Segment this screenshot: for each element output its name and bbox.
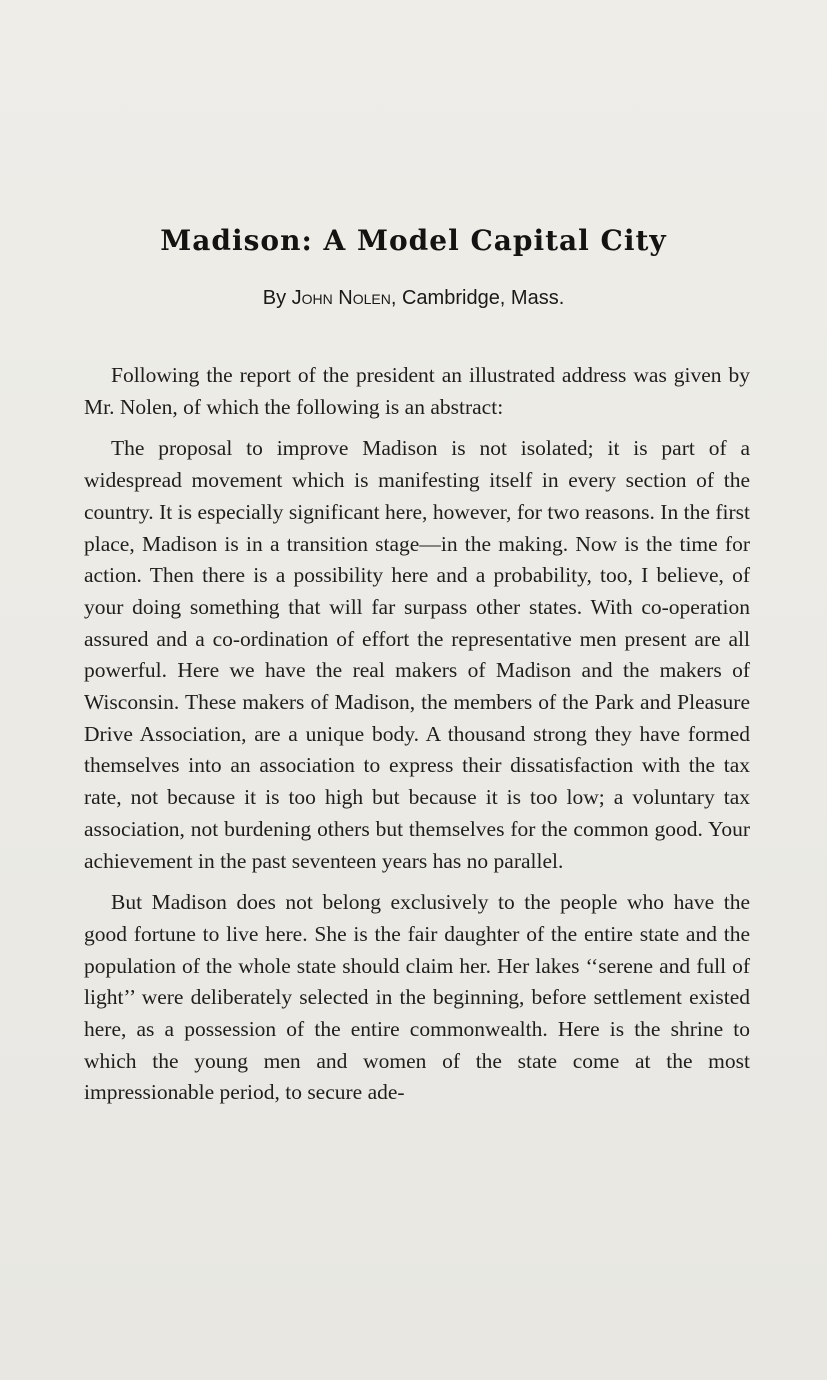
- article-body: [84, 360, 750, 1119]
- byline: [0, 287, 827, 310]
- byline-prefix: By: [262, 287, 292, 309]
- author-name: John Nolen: [291, 287, 391, 309]
- paragraph-intro: Following the report of the president an illustrated address was given by Mr. Nolen, of which the following is an abstract:: [84, 363, 750, 419]
- paragraph-proposal: The proposal to improve Madison is not isolated; it is part of a widespread movement which is manifesting itself in every section of the country. It is especially significant here, however, for two reasons. In the first place, Madison is in a transition stage—in the making. Now is the time for action. Then there is a possibility here and a probability, too, I believe, of your doing something that will far surpass other states. With co-operation assured and a co-ordination of effort the representative men present are all powerful. Here we have the real makers of Madison and the makers of Wisconsin. These makers of Madison, the members of the Park and Pleasure Drive Association, are a unique body. A thousand strong they have formed themselves into an association to express their dissatisfaction with the tax rate, not because it is too high but because it is too low; a voluntary tax association, not burdening others but themselves for the common good. Your achievement in the past seventeen years has no parallel.: [84, 436, 750, 873]
- article-title: Madison: A Model Capital City: [160, 224, 667, 257]
- paragraph-state: But Madison does not belong exclusively to the people who have the good fortune to live here. She is the fair daughter of the entire state and the population of the whole state should claim her. Her lakes ‘‘serene and full of light’’ were deliberately selected in the beginning, before settlement existed here, as a possession of the entire commonwealth. Here is the shrine to which the young men and women of the state come at the most impressionable period, to secure ade-: [84, 890, 750, 1105]
- author-location: , Cambridge, Mass.: [390, 287, 565, 309]
